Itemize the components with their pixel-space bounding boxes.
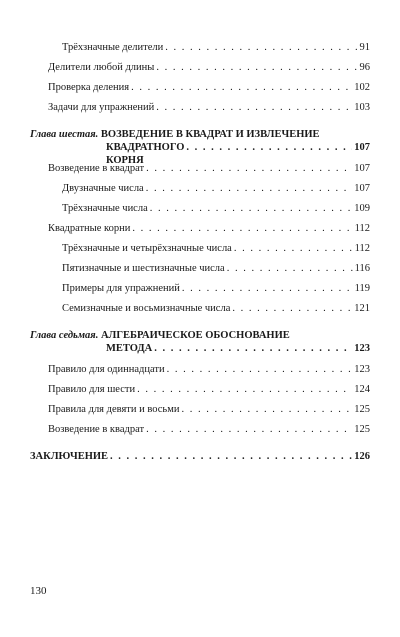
toc-entry-title: Примеры для упражнений xyxy=(62,283,180,294)
toc-entry-page: 124 xyxy=(354,384,370,395)
chapter-heading[interactable] xyxy=(30,329,370,355)
dot-leader xyxy=(154,342,352,355)
dot-leader xyxy=(165,41,357,54)
dot-leader xyxy=(150,202,353,215)
chapter-page: 107 xyxy=(354,142,370,153)
toc-entry-title: Правило для шести xyxy=(48,384,136,395)
dot-leader xyxy=(146,182,353,195)
toc-entry[interactable] xyxy=(48,222,370,235)
toc-entry[interactable] xyxy=(48,363,370,376)
toc-entry-title: Правила для девяти и восьми xyxy=(48,404,180,415)
dot-leader xyxy=(186,141,352,154)
dot-leader xyxy=(137,383,352,396)
conclusion-page: 126 xyxy=(354,451,370,462)
dot-leader xyxy=(110,450,352,463)
toc-entry-page: 91 xyxy=(359,42,370,53)
toc-entry-page: 116 xyxy=(354,263,370,274)
toc-entry-page: 96 xyxy=(359,62,370,73)
page-number: 130 xyxy=(30,585,47,597)
toc-entry-title: Задачи для упражнений xyxy=(48,102,155,113)
toc-entry-title: Делители любой длины xyxy=(48,62,155,73)
toc-entry-page: 107 xyxy=(354,183,370,194)
toc-entry-page: 125 xyxy=(354,424,370,435)
chapter-page: 123 xyxy=(354,343,370,354)
dot-leader xyxy=(232,302,352,315)
toc-entry-page: 112 xyxy=(354,223,370,234)
toc-entry-page: 112 xyxy=(354,243,370,254)
toc-entry-title: Пятизначные и шестизначные числа xyxy=(62,263,225,274)
dot-leader xyxy=(132,222,352,235)
conclusion-title: ЗАКЛЮЧЕНИЕ xyxy=(30,451,109,462)
toc-entry[interactable] xyxy=(62,282,370,295)
toc-entry-page: 121 xyxy=(354,303,370,314)
toc-entry[interactable] xyxy=(62,41,370,54)
toc-entry-title: Трёхзначные делители xyxy=(62,42,164,53)
toc-entry[interactable] xyxy=(48,61,370,74)
toc-entry-page: 125 xyxy=(354,404,370,415)
chapter-title-line1: ВОЗВЕДЕНИЕ В КВАДРАТ И ИЗВЛЕЧЕНИЕ xyxy=(100,129,320,140)
dot-leader xyxy=(146,162,352,175)
toc-entry-page: 109 xyxy=(354,203,370,214)
toc-entry-title: Трёхзначные и четырёхзначные числа xyxy=(62,243,232,254)
toc-entry-title: Трёхзначные числа xyxy=(62,203,148,214)
dot-leader xyxy=(131,81,352,94)
toc-entry-conclusion[interactable] xyxy=(30,450,370,463)
toc-entry-title: Семизначные и восьмизначные числа xyxy=(62,303,231,314)
toc-entry[interactable] xyxy=(62,202,370,215)
toc-entry-title: Возведение в квадрат xyxy=(48,424,145,435)
toc-entry[interactable] xyxy=(48,81,370,94)
toc-entry[interactable] xyxy=(62,182,370,195)
toc-entry-title: Двузначные числа xyxy=(62,183,144,194)
toc-entry[interactable] xyxy=(48,423,370,436)
toc-entry[interactable] xyxy=(62,262,370,275)
toc-entry[interactable] xyxy=(48,383,370,396)
dot-leader xyxy=(181,403,352,416)
toc-entry-title: Проверка деления xyxy=(48,82,130,93)
dot-leader xyxy=(182,282,353,295)
dot-leader xyxy=(234,242,353,255)
toc-entry-page: 107 xyxy=(354,163,370,174)
toc-entry-title: Возведение в квадрат xyxy=(48,163,145,174)
toc-entry-title: Правило для одиннадцати xyxy=(48,364,165,375)
toc-entry-title: Квадратные корни xyxy=(48,223,131,234)
dot-leader xyxy=(167,363,353,376)
chapter-label: Глава шестая. xyxy=(30,129,99,140)
toc-entry-page: 103 xyxy=(354,102,370,113)
chapter-title-line2: КВАДРАТНОГО КОРНЯ xyxy=(106,142,185,166)
toc-entry[interactable] xyxy=(62,242,370,255)
toc-entry-page: 102 xyxy=(354,82,370,93)
toc-entry[interactable] xyxy=(48,101,370,114)
toc-entry-page: 119 xyxy=(354,283,370,294)
dot-leader xyxy=(227,262,353,275)
toc-entry[interactable] xyxy=(48,403,370,416)
toc-entry[interactable] xyxy=(48,162,370,175)
chapter-title-line1: АЛГЕБРАИЧЕСКОЕ ОБОСНОВАНИЕ xyxy=(100,330,290,341)
toc-entry[interactable] xyxy=(62,302,370,315)
dot-leader xyxy=(156,101,352,114)
chapter-title-line2: МЕТОДА xyxy=(106,343,153,354)
chapter-label: Глава седьмая. xyxy=(30,330,99,341)
toc-entry-page: 123 xyxy=(354,364,370,375)
dot-leader xyxy=(156,61,357,74)
dot-leader xyxy=(146,423,352,436)
